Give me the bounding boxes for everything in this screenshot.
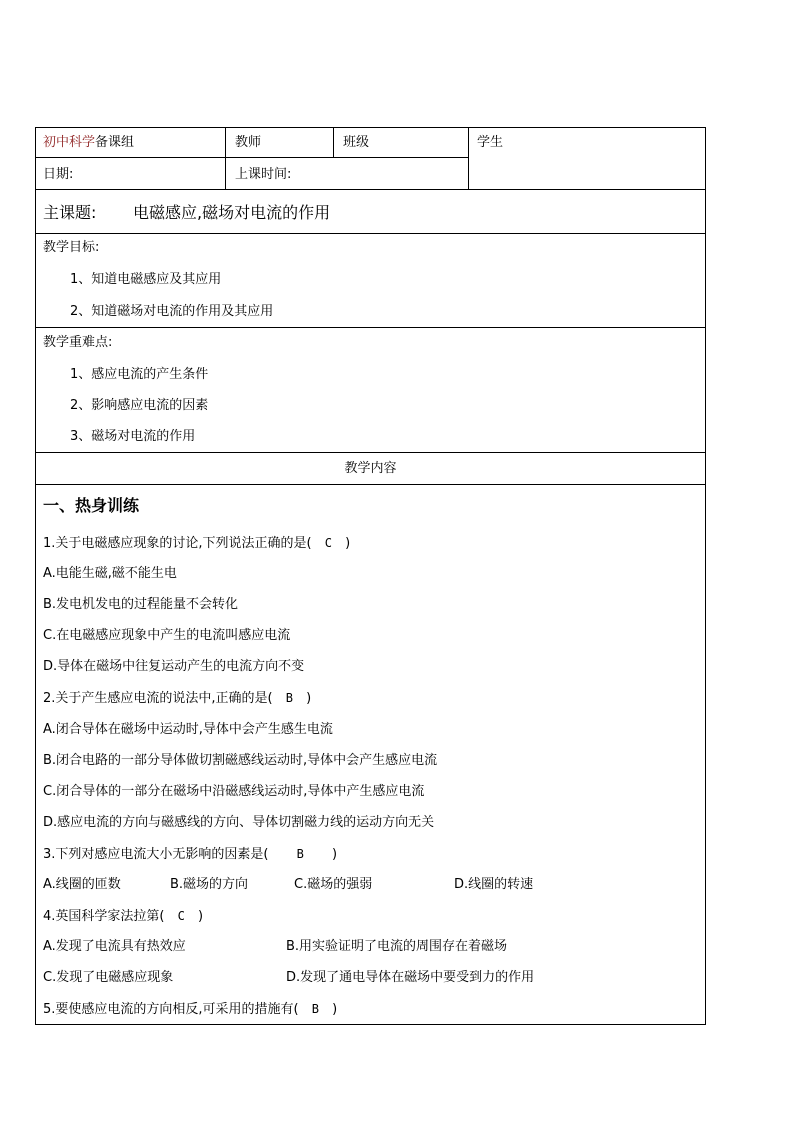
- option-item: B.用实验证明了电流的周围存在着磁场: [286, 939, 508, 954]
- goal-item: 2、知道磁场对电流的作用及其应用: [70, 304, 274, 319]
- answer-mark: C: [324, 536, 332, 550]
- column-divider: [225, 128, 226, 189]
- key-point-item: 1、感应电流的产生条件: [70, 367, 209, 382]
- row-divider: [36, 233, 705, 234]
- subject-name: 初中科学: [43, 135, 96, 150]
- question-stem: 5.要使感应电流的方向相反,可采用的措施有( B ): [43, 1002, 338, 1017]
- option-item: A.电能生磁,磁不能生电: [43, 566, 177, 581]
- teacher-label: 教师: [235, 135, 262, 150]
- question-stem: 2.关于产生感应电流的说法中,正确的是( B ): [43, 691, 312, 706]
- topic-title: 电磁感应,磁场对电流的作用: [133, 203, 331, 222]
- option-item: D.发现了通电导体在磁场中要受到力的作用: [286, 970, 535, 985]
- student-label: 学生: [477, 135, 504, 150]
- option-item: A.发现了电流具有热效应: [43, 939, 186, 954]
- question-stem: 4.英国科学家法拉第( C ): [43, 909, 204, 924]
- row-divider: [36, 452, 705, 453]
- row-divider: [36, 157, 468, 158]
- option-item: A.线圈的匝数: [43, 877, 121, 892]
- class-label: 班级: [343, 135, 370, 150]
- option-item: C.发现了电磁感应现象: [43, 970, 174, 985]
- row-divider: [36, 327, 705, 328]
- answer-mark: B: [285, 691, 293, 705]
- section-title: 一、热身训练: [43, 496, 140, 515]
- answer-mark: C: [177, 909, 185, 923]
- option-item: C.磁场的强弱: [294, 877, 373, 892]
- lesson-plan-table: [35, 127, 706, 1025]
- answer-mark: B: [311, 1002, 319, 1016]
- column-divider: [468, 128, 469, 189]
- content-heading: 教学内容: [344, 461, 397, 476]
- option-item: B.发电机发电的过程能量不会转化: [43, 597, 239, 612]
- option-item: C.在电磁感应现象中产生的电流叫感应电流: [43, 628, 291, 643]
- question-stem: 1.关于电磁感应现象的讨论,下列说法正确的是( C ): [43, 536, 351, 551]
- question-stem: 3.下列对感应电流大小无影响的因素是( B ): [43, 847, 338, 862]
- goals-heading: 教学目标:: [43, 240, 100, 255]
- key-points-heading: 教学重难点:: [43, 335, 113, 350]
- goal-item: 1、知道电磁感应及其应用: [70, 272, 222, 287]
- row-divider: [36, 484, 705, 485]
- option-item: A.闭合导体在磁场中运动时,导体中会产生感生电流: [43, 722, 333, 737]
- option-item: B.磁场的方向: [170, 877, 249, 892]
- group-suffix: 备课组: [95, 135, 135, 150]
- row-divider: [36, 189, 705, 190]
- option-item: D.感应电流的方向与磁感线的方向、导体切割磁力线的运动方向无关: [43, 815, 435, 830]
- option-item: B.闭合电路的一部分导体做切割磁感线运动时,导体中会产生感应电流: [43, 753, 438, 768]
- key-point-item: 2、影响感应电流的因素: [70, 398, 209, 413]
- class-time-label: 上课时间:: [235, 167, 292, 182]
- answer-mark: B: [296, 847, 304, 861]
- date-label: 日期:: [43, 167, 74, 182]
- column-divider: [333, 128, 334, 157]
- option-item: C.闭合导体的一部分在磁场中沿磁感线运动时,导体中产生感应电流: [43, 784, 425, 799]
- prep-group-label: [43, 135, 134, 151]
- key-point-item: 3、磁场对电流的作用: [70, 429, 196, 444]
- option-item: D.线圈的转速: [454, 877, 534, 892]
- topic-label: 主课题:: [43, 203, 97, 222]
- option-item: D.导体在磁场中往复运动产生的电流方向不变: [43, 659, 305, 674]
